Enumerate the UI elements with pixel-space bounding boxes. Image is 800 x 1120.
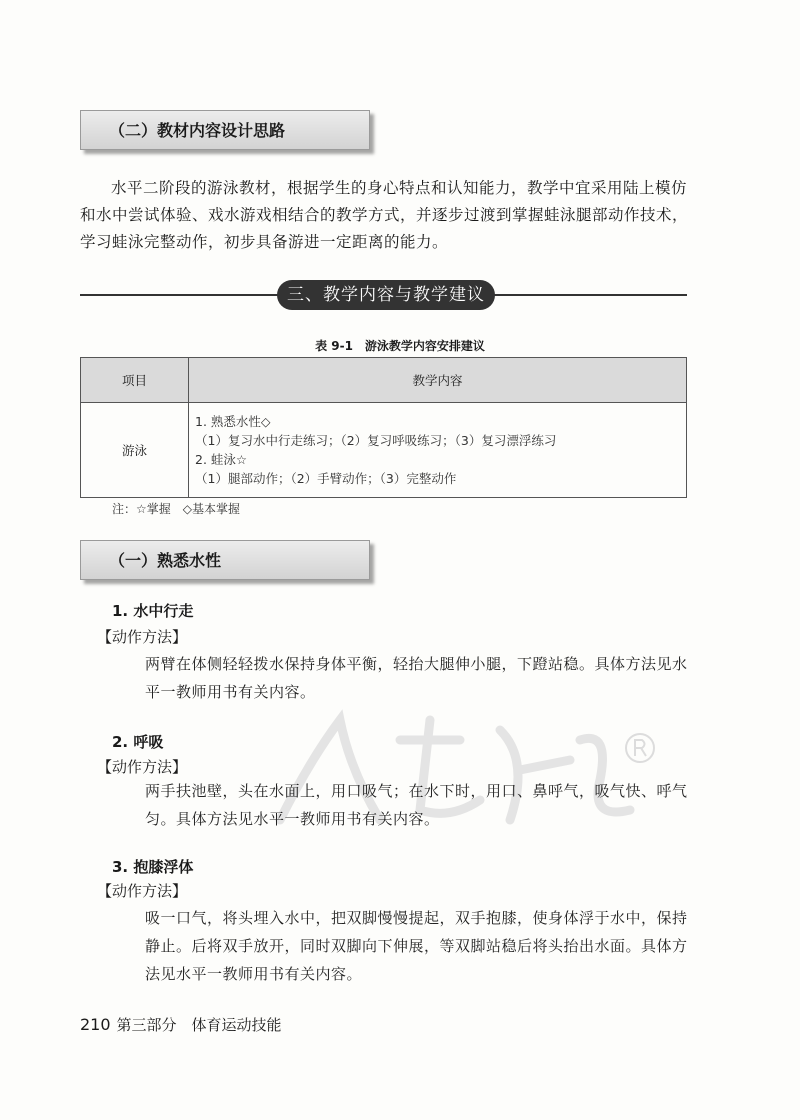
header-content: 教学内容: [189, 358, 687, 403]
content-table: [80, 357, 687, 498]
section-heading-familiarize: （一）熟悉水性: [80, 540, 370, 580]
cell-item-swim: 游泳: [81, 403, 189, 498]
part-label: 第三部分 体育运动技能: [116, 1016, 282, 1034]
item-heading-breath: 2. 呼吸: [112, 733, 164, 751]
table-caption: 表 9-1 游泳教学内容安排建议: [315, 339, 485, 353]
design-paragraph: 水平二阶段的游泳教材，根据学生的身心特点和认知能力，教学中宜采用陆上模仿和水中尝试体验、戏水游戏相结合的教学方式，并逐步过渡到掌握蛙泳腿部动作技术，学习蛙泳完整动作，初步具备游进一定距离的能力。: [80, 179, 689, 251]
section-heading-design: （二）教材内容设计思路: [80, 110, 370, 150]
page-number: 210: [80, 1015, 111, 1034]
method-text-breath: 两手扶池壁，头在水面上，用口吸气；在水下时，用口、鼻呼气，吸气快、呼气匀。具体方法见水平一教师用书有关内容。: [145, 782, 688, 828]
content-line: 1. 熟悉水性◇: [195, 414, 271, 429]
header-item: 项目: [81, 358, 189, 403]
method-label: 【动作方法】: [97, 628, 188, 646]
method-label: 【动作方法】: [97, 882, 188, 900]
table-header-row: [81, 358, 687, 403]
content-line: （1）复习水中行走练习；（2）复习呼吸练习；（3）复习漂浮练习: [195, 433, 557, 448]
page-footer: [80, 1014, 282, 1035]
table-note: 注：☆掌握 ◇基本掌握: [112, 502, 240, 516]
banner-rule-right: [492, 294, 687, 296]
method-text-walk: 两臂在体侧轻轻拨水保持身体平衡，轻抬大腿伸小腿，下蹬站稳。具体方法见水平一教师用书有关内容。: [145, 655, 688, 701]
banner-rule-left: [80, 294, 280, 296]
content-line: 2. 蛙泳☆: [195, 452, 248, 467]
content-line: （1）腿部动作；（2）手臂动作；（3）完整动作: [195, 471, 457, 486]
table-row: [81, 403, 687, 498]
item-heading-float: 3. 抱膝浮体: [112, 858, 194, 876]
method-text-float: 吸一口气，将头埋入水中，把双脚慢慢提起，双手抱膝，使身体浮于水中，保持静止。后将双手放开，同时双脚向下伸展，等双脚站稳后将头抬出水面。具体方法见水平一教师用书有关内容。: [145, 909, 688, 983]
cell-content: [189, 403, 687, 498]
method-label: 【动作方法】: [97, 758, 188, 776]
item-heading-walk: 1. 水中行走: [112, 602, 194, 620]
chapter-banner: 三、教学内容与教学建议: [277, 280, 495, 310]
